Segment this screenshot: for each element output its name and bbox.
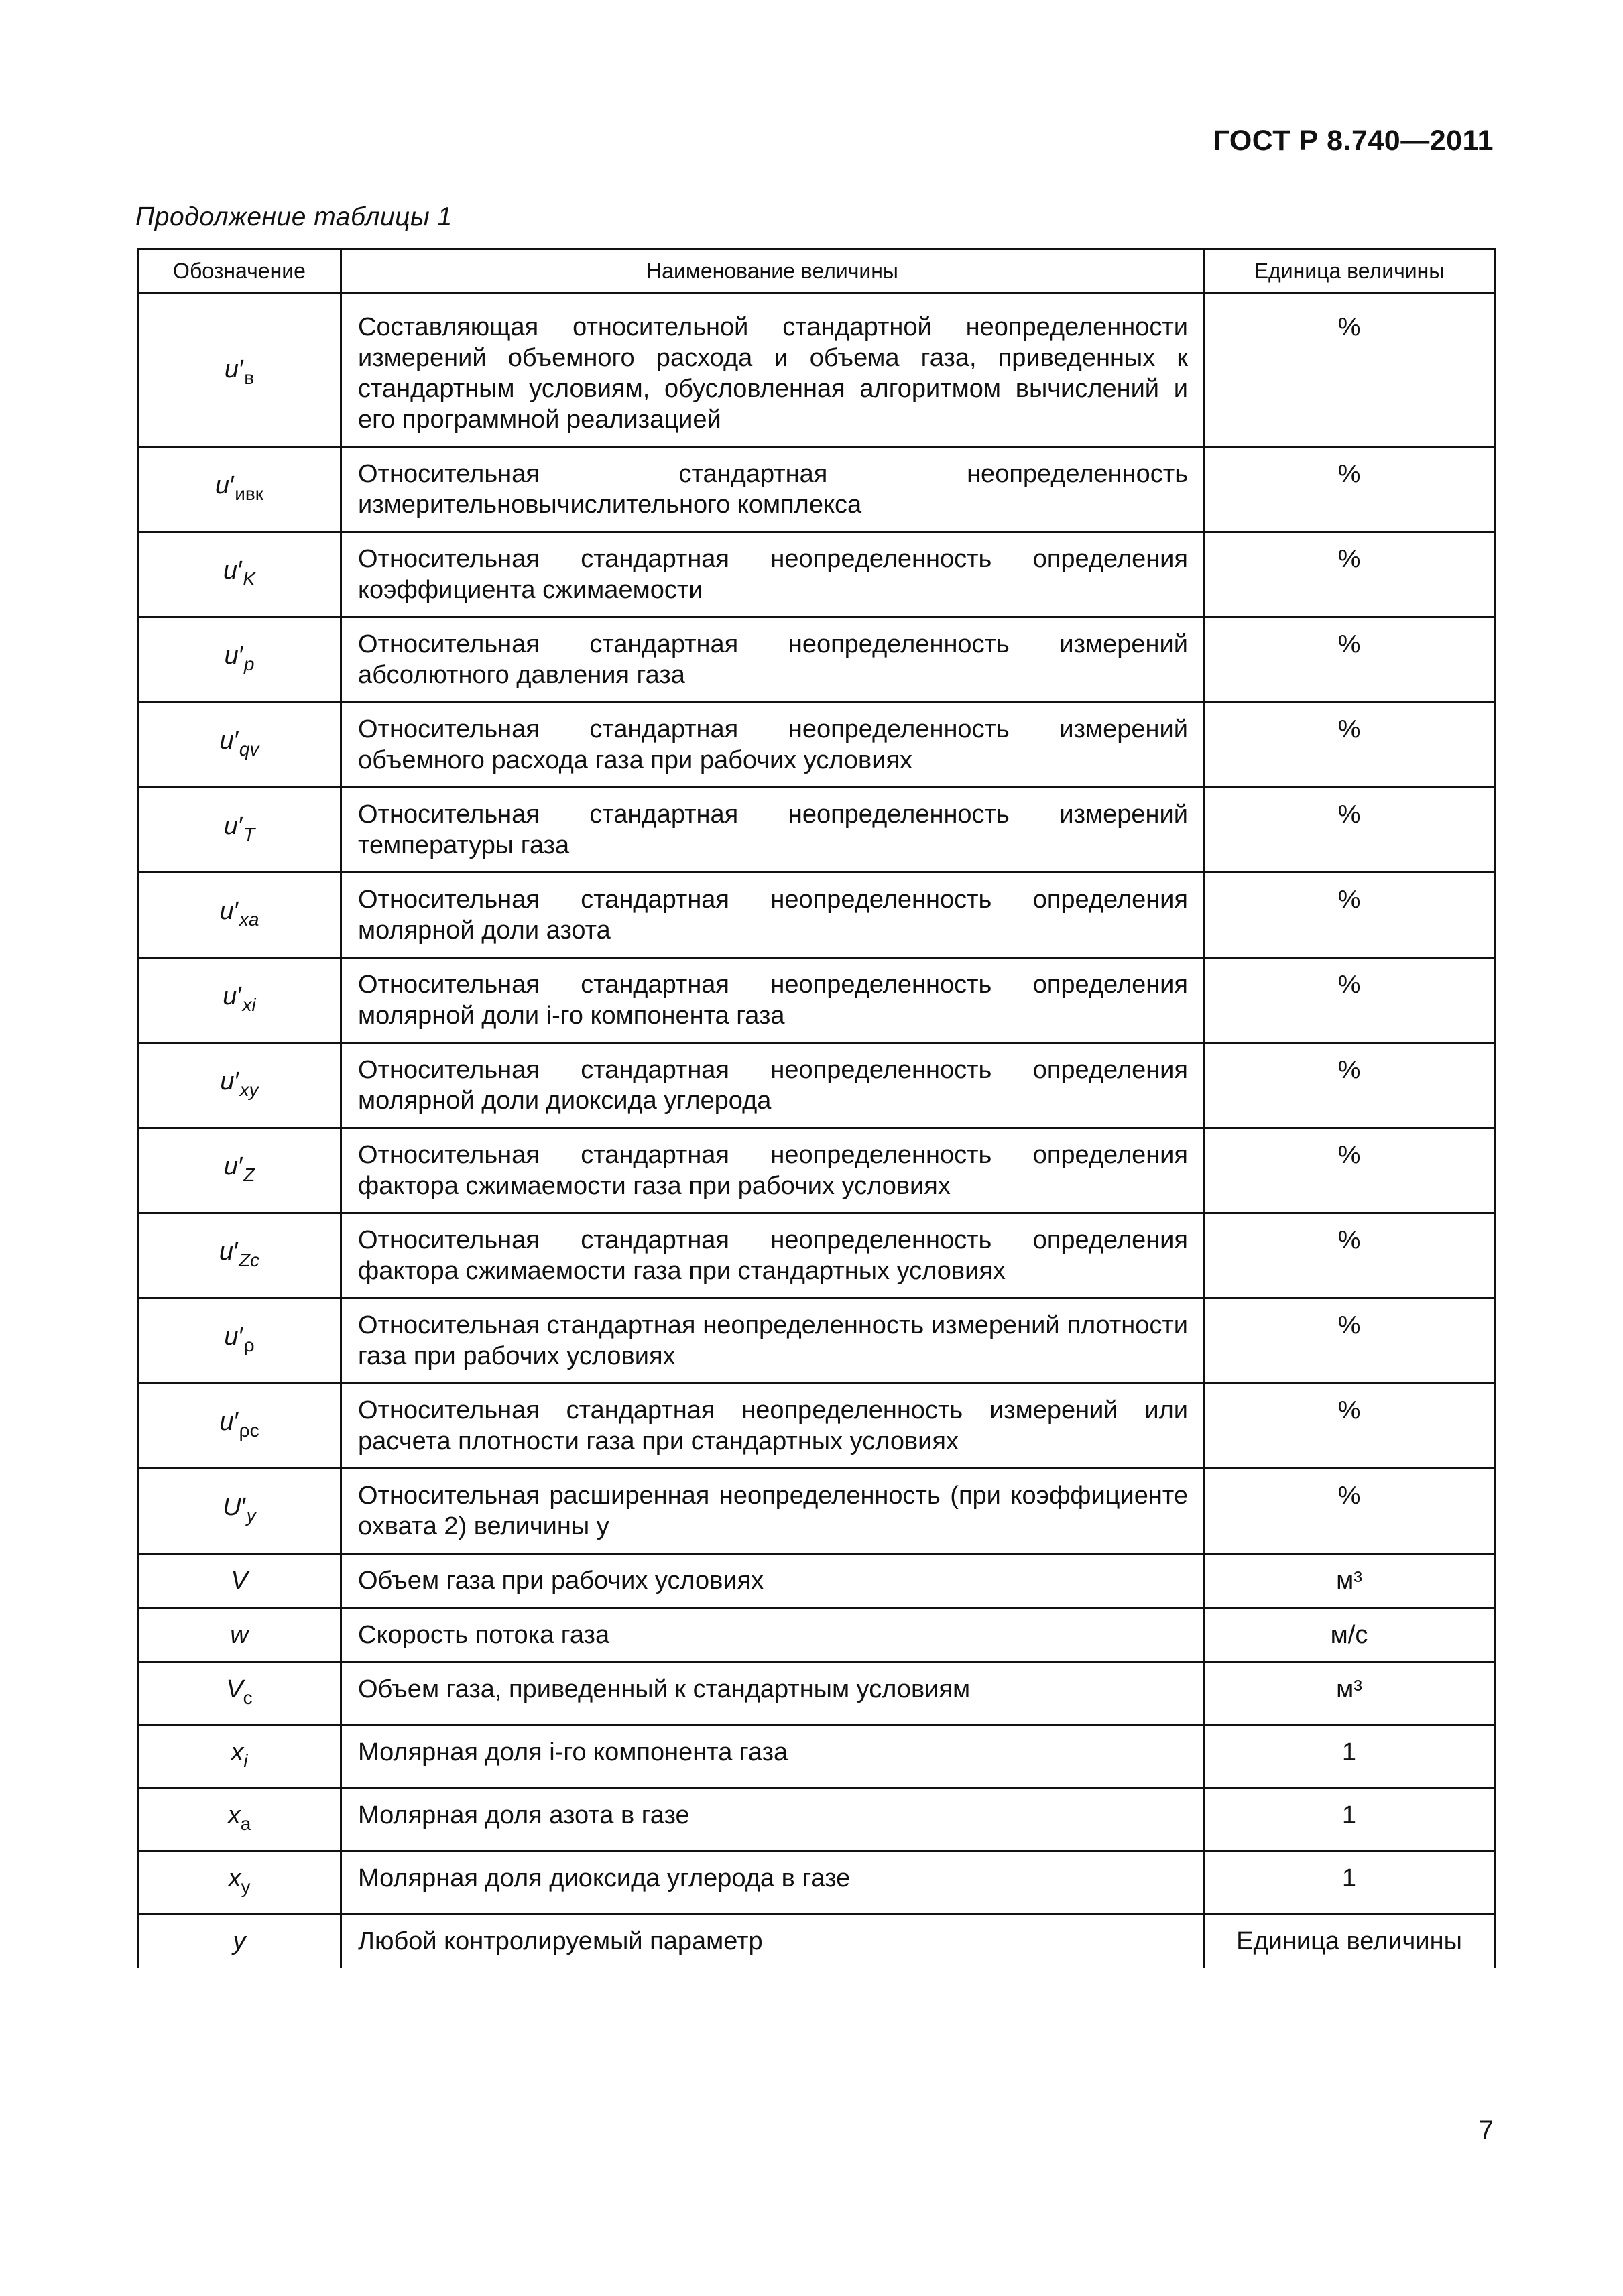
symbol-letter: u — [219, 896, 234, 925]
quantity-name-cell: Составляющая относительной стандартной неопределенности измерений объемного расхода и объема газа, приведенных к стандартным условиям, обусловленная алгоритмом вычислений и его программной реализацией — [341, 293, 1204, 447]
symbol-cell — [138, 873, 341, 958]
quantity-name-cell: Молярная доля диоксида углерода в газе — [341, 1852, 1204, 1915]
symbol-letter: u — [223, 811, 238, 840]
symbol-letter: u — [219, 726, 234, 755]
quantity-name-cell: Относительная расширенная неопределенность (при коэффициенте охвата 2) величины y — [341, 1469, 1204, 1554]
table-row — [138, 1726, 1495, 1789]
symbol-subscript: а — [240, 1813, 251, 1834]
unit-cell: Единица величины — [1204, 1915, 1495, 1968]
symbol-prime: ′ — [238, 1152, 244, 1181]
quantity-name-cell: Любой контролируемый параметр — [341, 1915, 1204, 1968]
unit-cell: % — [1204, 873, 1495, 958]
column-header-symbol: Обозначение — [138, 249, 341, 294]
quantity-name-cell: Относительная стандартная неопределенность измерений плотности газа при рабочих условиях — [341, 1298, 1204, 1384]
standard-designation: ГОСТ Р 8.740—2011 — [1213, 125, 1494, 157]
column-header-name: Наименование величины — [341, 249, 1204, 294]
symbol-cell — [138, 1554, 341, 1608]
symbol-subscript: Z — [243, 1164, 255, 1185]
symbol-cell — [138, 447, 341, 532]
symbol-letter: u — [223, 981, 237, 1010]
symbol-cell — [138, 958, 341, 1043]
table-row — [138, 873, 1495, 958]
symbol-cell — [138, 293, 341, 447]
symbol-letter: u — [220, 1067, 235, 1095]
symbol-subscript: xy — [239, 1079, 259, 1100]
table-row — [138, 788, 1495, 873]
unit-cell: 1 — [1204, 1852, 1495, 1915]
symbol-prime: ′ — [238, 811, 244, 840]
table-row — [138, 293, 1495, 447]
symbol-letter: u — [223, 556, 238, 585]
symbol-prime: ′ — [241, 1492, 247, 1521]
table-body — [138, 293, 1495, 1968]
symbol-cell — [138, 1789, 341, 1852]
symbol-letter: V — [226, 1675, 243, 1703]
symbol-subscript: y — [246, 1504, 256, 1526]
symbol-prime: ′ — [235, 1067, 240, 1095]
column-header-unit: Единица величины — [1204, 249, 1495, 294]
symbol-letter: u — [219, 1407, 234, 1436]
unit-cell: % — [1204, 1213, 1495, 1298]
symbol-prime: ′ — [234, 1407, 239, 1436]
symbol-letter: x — [231, 1738, 244, 1766]
quantity-name-cell: Молярная доля азота в газе — [341, 1789, 1204, 1852]
quantity-name-cell: Относительная стандартная неопределенность измерений объемного расхода газа при рабочих условиях — [341, 703, 1204, 788]
symbol-prime: ′ — [237, 981, 243, 1010]
symbol-prime: ′ — [239, 641, 244, 670]
symbol-cell — [138, 1663, 341, 1726]
symbol-cell — [138, 1726, 341, 1789]
quantity-name-cell: Объем газа при рабочих условиях — [341, 1554, 1204, 1608]
symbol-cell — [138, 703, 341, 788]
symbol-cell — [138, 1128, 341, 1213]
quantity-name-cell: Относительная стандартная неопределенность измерений абсолютного давления газа — [341, 617, 1204, 703]
unit-cell: % — [1204, 1298, 1495, 1384]
symbol-cell — [138, 617, 341, 703]
table-row — [138, 532, 1495, 617]
page-number: 7 — [1478, 2116, 1494, 2145]
symbol-subscript: Zc — [239, 1249, 260, 1270]
unit-cell: 1 — [1204, 1726, 1495, 1789]
unit-cell: % — [1204, 532, 1495, 617]
quantity-name-cell: Относительная стандартная неопределенность определения фактора сжимаемости газа при рабочих условиях — [341, 1128, 1204, 1213]
table-header-row — [138, 249, 1495, 294]
symbol-prime: ′ — [230, 471, 235, 499]
symbol-prime: ′ — [234, 896, 239, 925]
symbol-letter: U — [223, 1492, 241, 1521]
symbol-letter: y — [233, 1927, 246, 1955]
symbol-letter: u — [223, 1152, 238, 1181]
unit-cell: % — [1204, 1469, 1495, 1554]
unit-cell: м³ — [1204, 1554, 1495, 1608]
table-row — [138, 1852, 1495, 1915]
symbol-subscript: с — [243, 1687, 253, 1708]
symbol-letter: u — [215, 471, 230, 499]
unit-cell: % — [1204, 788, 1495, 873]
table-row — [138, 1789, 1495, 1852]
unit-cell: % — [1204, 1128, 1495, 1213]
unit-cell: 1 — [1204, 1789, 1495, 1852]
symbol-prime: ′ — [234, 726, 239, 755]
table-row — [138, 1469, 1495, 1554]
symbol-cell — [138, 1213, 341, 1298]
symbol-subscript: xa — [239, 908, 259, 930]
quantity-name-cell: Относительная стандартная неопределенность определения молярной доли азота — [341, 873, 1204, 958]
symbol-cell — [138, 532, 341, 617]
unit-cell: м/с — [1204, 1608, 1495, 1663]
quantity-name-cell: Относительная стандартная неопределенность измерений или расчета плотности газа при стандартных условиях — [341, 1384, 1204, 1469]
symbol-letter: x — [227, 1801, 241, 1829]
table-caption: Продолжение таблицы 1 — [135, 202, 453, 231]
symbol-letter: u — [224, 641, 239, 670]
unit-cell: м³ — [1204, 1663, 1495, 1726]
symbol-subscript: i — [243, 1750, 248, 1771]
quantity-name-cell: Относительная стандартная неопределенность определения молярной доли диоксида углерода — [341, 1043, 1204, 1128]
quantity-name-cell: Относительная стандартная неопределенность измерительновычислительного комплекса — [341, 447, 1204, 532]
symbols-table — [137, 248, 1496, 1968]
symbol-prime: ′ — [239, 355, 245, 383]
symbol-letter: x — [228, 1864, 241, 1892]
unit-cell: % — [1204, 958, 1495, 1043]
symbol-letter: V — [231, 1567, 248, 1595]
symbol-subscript: T — [243, 823, 255, 845]
unit-cell: % — [1204, 1043, 1495, 1128]
quantity-name-cell: Объем газа, приведенный к стандартным условиям — [341, 1663, 1204, 1726]
symbol-subscript: xi — [242, 993, 256, 1015]
table-row — [138, 1663, 1495, 1726]
quantity-name-cell: Относительная стандартная неопределенность определения коэффициента сжимаемости — [341, 532, 1204, 617]
symbol-prime: ′ — [239, 1322, 244, 1351]
symbol-cell — [138, 1384, 341, 1469]
unit-cell: % — [1204, 703, 1495, 788]
symbol-letter: u — [224, 355, 239, 383]
table-row — [138, 1043, 1495, 1128]
unit-cell: % — [1204, 1384, 1495, 1469]
table-row — [138, 703, 1495, 788]
symbol-prime: ′ — [233, 1237, 239, 1266]
symbol-cell — [138, 1469, 341, 1554]
symbol-cell — [138, 1298, 341, 1384]
table-row — [138, 617, 1495, 703]
table-row — [138, 1213, 1495, 1298]
table-row — [138, 958, 1495, 1043]
unit-cell: % — [1204, 617, 1495, 703]
symbol-cell — [138, 1043, 341, 1128]
quantity-name-cell: Относительная стандартная неопределенность определения фактора сжимаемости газа при стандартных условиях — [341, 1213, 1204, 1298]
quantity-name-cell: Молярная доля i-го компонента газа — [341, 1726, 1204, 1789]
symbol-cell — [138, 1915, 341, 1968]
quantity-name-cell: Скорость потока газа — [341, 1608, 1204, 1663]
symbol-prime: ′ — [238, 556, 243, 585]
symbol-cell — [138, 1608, 341, 1663]
symbol-cell — [138, 1852, 341, 1915]
symbol-letter: u — [224, 1322, 239, 1351]
symbol-subscript: qv — [239, 738, 259, 760]
table-row — [138, 1608, 1495, 1663]
symbol-letter: w — [230, 1621, 249, 1649]
quantity-name-cell: Относительная стандартная неопределенность определения молярной доли i-го компонента газа — [341, 958, 1204, 1043]
symbol-subscript: у — [241, 1876, 251, 1897]
quantity-name-cell: Относительная стандартная неопределенность измерений температуры газа — [341, 788, 1204, 873]
symbol-subscript: ρ — [243, 1334, 255, 1355]
symbol-subscript: в — [244, 367, 255, 388]
symbol-subscript: ρc — [239, 1419, 259, 1441]
symbol-subscript: K — [243, 568, 255, 589]
symbol-letter: u — [219, 1237, 233, 1266]
table-row — [138, 1384, 1495, 1469]
symbol-subscript: ивк — [235, 483, 264, 504]
table-row — [138, 1128, 1495, 1213]
unit-cell: % — [1204, 293, 1495, 447]
table-row — [138, 1915, 1495, 1968]
table-row — [138, 1298, 1495, 1384]
unit-cell: % — [1204, 447, 1495, 532]
table-row — [138, 447, 1495, 532]
symbol-subscript: p — [243, 653, 255, 674]
symbol-cell — [138, 788, 341, 873]
table-row — [138, 1554, 1495, 1608]
